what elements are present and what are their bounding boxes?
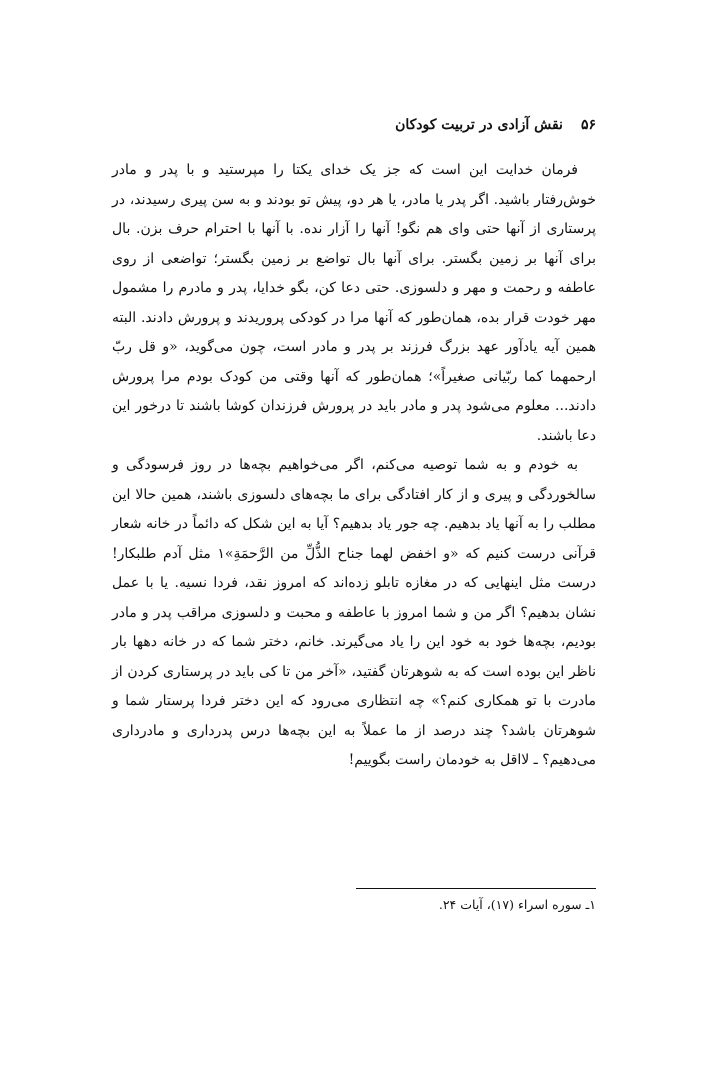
paragraph-1: فرمان خدایت این است که جز یک خدای یکتا را مپرستید و با پدر و مادر خوش‌رفتار باشید. اگر پدر یا مادر، یا هر دو، پیش تو بودند و به سن پیری رسیدند، در پرستاری از آنها حتی وای هم نگو! آنها را آزار نده. با آنها با احترام حرف بزن. بال برای آنها بر زمین بگستر. برای آنها بال تواضع بر زمین بگستر؛ تواضعی از روی عاطفه و رحمت و مهر و دلسوزی. حتی دعا کن، بگو خدایا، پدر و مادرم را مشمول مهر خودت قرار بده، همان‌طور که آنها مرا در کودکی پروریدند و پرورش دادند. البته همین آیه یادآور عهد بزرگ فرزند بر پدر و مادر است، چون می‌گوید، «و قل ربّ ارحمهما کما ربّیانی صغیراً»؛ همان‌طور که آنها وقتی من کودک بودم مرا پرورش دادند... معلوم می‌شود پدر و مادر باید در پرورش فرزندان کوشا باشند تا درخور این دعا باشند. [112, 162, 596, 444]
body-text [112, 156, 596, 776]
chapter-title: نقش آزادی در تربیت کودکان [395, 117, 563, 133]
running-header [112, 112, 596, 138]
book-page [112, 112, 596, 912]
page-number: ۵۶ [580, 117, 596, 133]
footnote: ۱ـ سوره اسراء (۱۷)، آیات ۲۴. [438, 897, 596, 912]
footnote-divider [356, 888, 596, 889]
paragraph-2: به خودم و به شما توصیه می‌کنم، اگر می‌خواهیم بچه‌ها در روز فرسودگی و سالخوردگی و پیری و از کار افتادگی برای ما بچه‌های دلسوزی باشند، همین حالا این مطلب را به آنها یاد بدهیم. چه جور یاد بدهیم؟ آیا به این شکل که دائماً در خانه شعار قرآنی درست کنیم که «و اخفض لهما جناح الذُّلِّ من الرَّحمَةِ»۱ مثل آدم طلبکار! درست مثل اینهایی که در مغازه تابلو زده‌اند که امروز نقد، فردا نسیه. یا با عمل نشان بدهیم؟ اگر من و شما امروز با عاطفه و محبت و دلسوزی مراقب پدر و مادر بودیم، بچه‌ها خود به خود این را یاد می‌گیرند. خانم، دختر شما که در خانه دهها بار ناظر این بوده است که به شوهرتان گفتید، «آخر من تا کی باید در پرستاری کردن از مادرت با تو همکاری کنم؟» چه انتظاری می‌رود که این دختر فردا پرستار شما و شوهرتان باشد؟ چند درصد از ما عملاً به این بچه‌ها درس پدرداری و مادرداری می‌دهیم؟ ـ لااقل به خودمان راست بگوییم! [112, 457, 597, 768]
